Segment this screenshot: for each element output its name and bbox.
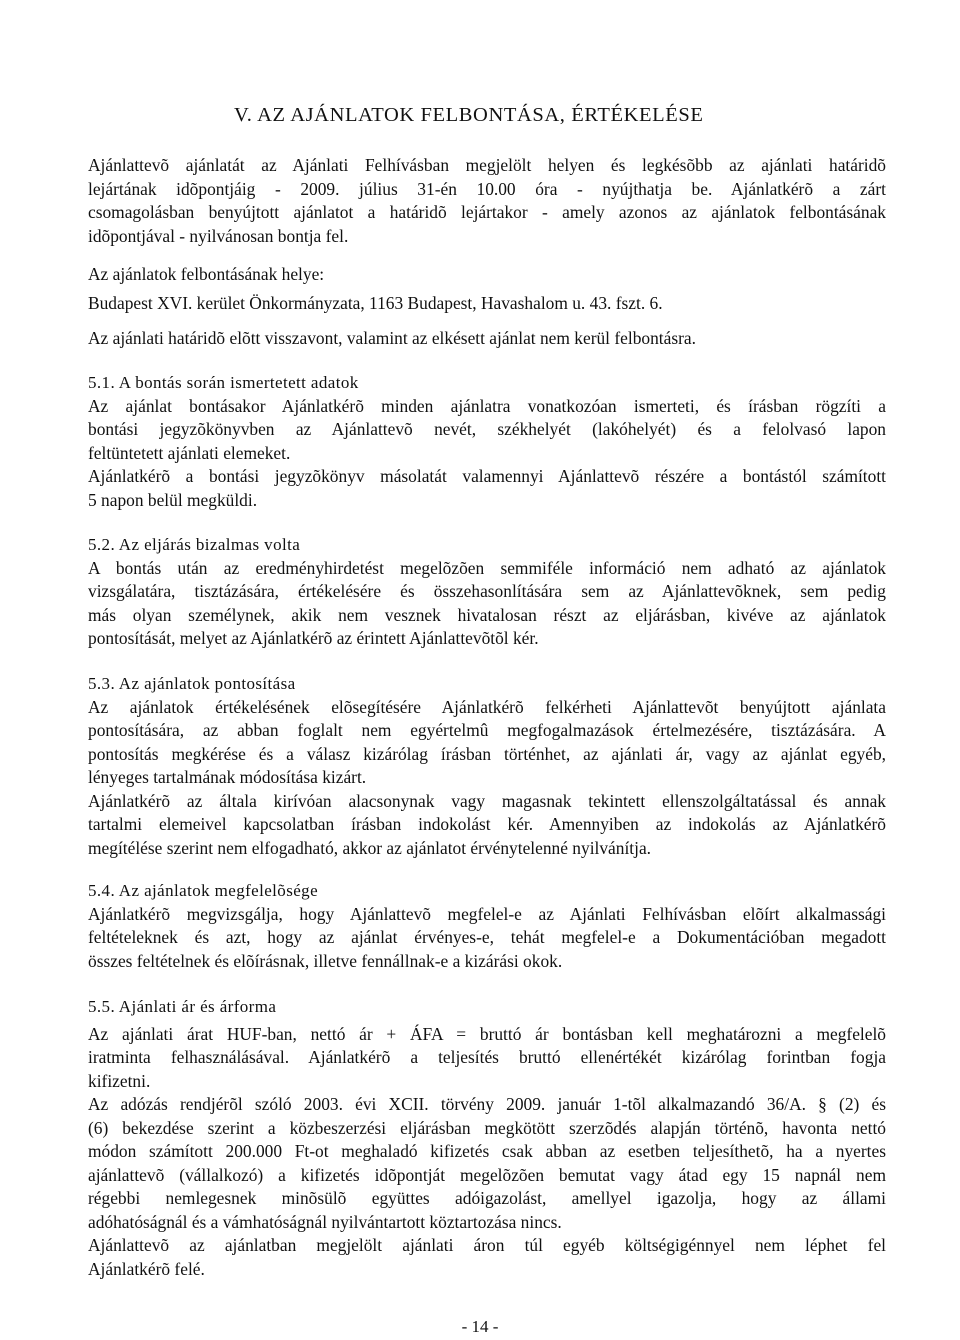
section-heading: 5.4. Az ajánlatok megfelelõsége	[88, 881, 319, 900]
section-heading: 5.5. Ajánlati ár és árforma	[88, 997, 277, 1016]
section-heading: 5.2. Az eljárás bizalmas volta	[88, 535, 301, 554]
intro-line: lejártának idõpontjáig - 2009. július 31-én 10.00 óra - nyújthatja be. Ajánlatkérõ a zárt	[88, 178, 886, 199]
intro-paragraph	[88, 154, 886, 248]
paragraph-line: pontosítására, az abban foglalt nem egyértelmû megfogalmazások értelmezésére, tisztázására. A	[88, 720, 886, 740]
late-note	[88, 327, 886, 351]
section-heading: 5.3. Az ajánlatok pontosítása	[88, 674, 296, 693]
paragraph-line: feltüntetett ajánlati elemeket.	[88, 442, 291, 463]
intro-line: Ajánlattevõ ajánlatát az Ajánlati Felhívásban megjelölt helyen és legkésõbb az ajánlati határidõ	[88, 155, 886, 175]
paragraph-line: ajánlattevõ (vállalkozó) a kifizetés idõpontját megelõzõen bemutat vagy átad egy 15 napnál nem	[88, 1164, 886, 1185]
paragraph-line: Ajánlatkérõ az általa kirívóan alacsonynak vagy magasnak tekintett ellenszolgáltatással és annak	[88, 790, 886, 811]
section-5-2	[88, 533, 886, 651]
paragraph-line: kifizetni.	[88, 1070, 151, 1091]
paragraph-line: A bontás után az eredményhirdetést megelõzõen semmiféle információ nem adható az ajánlatok	[88, 557, 886, 578]
paragraph-line: összes feltételnek és elõírásnak, illetve fennállnak-e a kizárási okok.	[88, 950, 563, 971]
paragraph-line: feltételeknek és azt, hogy az ajánlat érvényes-e, tehát megfelel-e a Dokumentációban megadott	[88, 927, 886, 947]
intro-line: idõpontjával - nyilvánosan bontja fel.	[88, 225, 349, 246]
section-5-3	[88, 672, 886, 860]
paragraph-line: lényeges tartalmának módosítása kizárt.	[88, 767, 367, 787]
paragraph-line: Ajánlattevõ az ajánlatban megjelölt ajánlati áron túl egyéb költségigénnyel nem léphet fel	[88, 1235, 886, 1255]
paragraph-line: megítélése szerint nem elfogadható, akkor az ajánlatot érvénytelenné nyilvánítja.	[88, 837, 652, 858]
late-note-text: Az ajánlati határidõ elõtt visszavont, valamint az elkésett ajánlat nem kerül felbontásra.	[88, 328, 696, 348]
paragraph-line: régebbi nemlegesnek minõsülõ együttes adóigazolást, amellyel igazolja, hogy az állami	[88, 1188, 886, 1208]
location-address: Budapest XVI. kerület Önkormányzata, 1163 Budapest, Havashalom u. 43. fszt. 6.	[88, 292, 663, 313]
paragraph-line: Ajánlatkérõ a bontási jegyzõkönyv másolatát valamennyi Ajánlattevõ részére a bontástól számított	[88, 466, 886, 486]
section-5-1	[88, 371, 886, 512]
paragraph-line: iratminta felhasználásával. Ajánlatkérõ a teljesítés bruttó ellenértékét kizárólag forintban fogja	[88, 1047, 886, 1067]
paragraph-line: Ajánlatkérõ megvizsgálja, hogy Ajánlattevõ megfelel-e az Ajánlati Felhívásban elõírt alkalmassági	[88, 903, 886, 924]
paragraph-line: vizsgálatára, tisztázására, értékelésére és összehasonlítására sem az Ajánlattevõknek, sem pedig	[88, 581, 886, 601]
page-number: - 14 -	[461, 1317, 499, 1336]
paragraph-line: 5 napon belül megküldi.	[88, 489, 258, 510]
paragraph-line: tartalmi elemeivel kapcsolatban írásban indokolást kér. Amennyiben az indokolás az Ajánlatkérõ	[88, 814, 886, 834]
section-5-5	[88, 995, 886, 1281]
paragraph-line: Az ajánlatok értékelésének elõsegítésére Ajánlatkérõ felkérheti Ajánlattevõt benyújtott ajánlata	[88, 696, 886, 717]
paragraph-line: pontosítását, melyet az Ajánlatkérõ az érintett Ajánlattevõtõl kér.	[88, 628, 539, 648]
section-5-4	[88, 879, 886, 973]
paragraph-line: bontási jegyzõkönyvben az Ajánlattevõ nevét, székhelyét (lakóhelyét) és a felolvasó lapon	[88, 419, 886, 439]
paragraph-line: Az ajánlati árat HUF-ban, nettó ár + ÁFA = bruttó ár bontásban kell meghatározni a megfelelõ	[88, 1023, 886, 1044]
paragraph-line: Az adózás rendjérõl szóló 2003. évi XCII. törvény 2009. január 1-tõl alkalmazandó 36/A. § (2) és	[88, 1094, 886, 1114]
paragraph-line: Az ajánlat bontásakor Ajánlatkérõ minden ajánlatra vonatkozóan ismerteti, és írásban rögzíti a	[88, 395, 886, 416]
section-title: V. AZ AJÁNLATOK FELBONTÁSA, ÉRTÉKELÉSE	[234, 104, 704, 126]
paragraph-line: adóhatóságnál és a vámhatóságnál nyilvántartott köztartozása nincs.	[88, 1211, 562, 1232]
location-label: Az ajánlatok felbontásának helye:	[88, 264, 325, 284]
section-heading: 5.1. A bontás során ismertetett adatok	[88, 373, 359, 392]
paragraph-line: módon számított 200.000 Ft-ot meghaladó kifizetés csak abban az esetben teljesíthetõ, ha a nyertes	[88, 1141, 886, 1161]
paragraph-line: (6) bekezdése szerint a közbeszerzési eljárásban megkötött szerzõdés alapján történõ, havonta nettó	[88, 1117, 886, 1138]
paragraph-line: más olyan személynek, akik nem vesznek hivatalosan részt az eljárásban, kivéve az ajánlatok	[88, 604, 886, 625]
paragraph-line: pontosítás megkérése és a válasz kizárólag írásban történhet, az ajánlati ár, vagy az ajánlat egyéb,	[88, 743, 886, 764]
paragraph-line: Ajánlatkérõ felé.	[88, 1258, 205, 1279]
opening-location	[88, 263, 886, 315]
intro-line: csomagolásban benyújtott ajánlatot a határidõ lejártakor - amely azonos az ajánlatok felbontásának	[88, 202, 886, 222]
